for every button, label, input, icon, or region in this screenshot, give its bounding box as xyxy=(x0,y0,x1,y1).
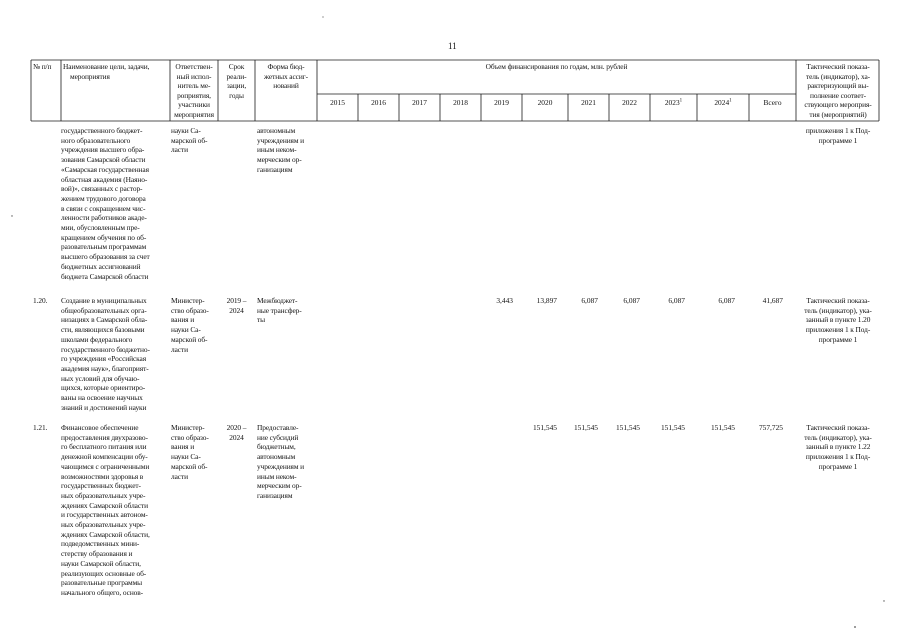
row-1-total: 41,687 xyxy=(762,296,783,305)
year-header-2022: 2022 xyxy=(622,98,637,107)
year-header-2015: 2015 xyxy=(330,98,345,107)
row-2-form: Предоставле- ние субсидий бюджетным, автономным учреждениям и иным неком- мерческим ор- ганизациям xyxy=(257,423,305,500)
year-header-2016: 2016 xyxy=(371,98,386,107)
header-col-name: Наименование цели, задачи, мероприятия xyxy=(63,62,150,81)
row-2-number: 1.21. xyxy=(33,423,48,432)
row-1-value-2024: 6,087 xyxy=(718,296,735,305)
row-2-total: 757,725 xyxy=(758,423,783,432)
row-2-term: 2020 – 2024 xyxy=(226,423,247,442)
header-col-indicator: Тактический показа- тель (индикатор), ха- рактеризующий вы- полнение соответ- ствующего мероприя- тия (мероприятий) xyxy=(804,62,872,119)
page-number: 11 xyxy=(448,41,457,51)
row-2-value-2020: 151,545 xyxy=(532,423,557,432)
row-0-form: автономным учреждениям и иным неком- мерческим ор- ганизациям xyxy=(257,126,305,174)
year-header-total: Всего xyxy=(763,98,782,107)
row-1-value-2019: 3,443 xyxy=(496,296,513,305)
row-1-term: 2019 – 2024 xyxy=(226,296,247,315)
row-2-name: Финансовое обеспечение предоставления двухразово- го бесплатного питания или денежной компенсации обу- чающимся с ограниченными возможностями здоровья в государственных бюджет- ных образовательных учре- ждениях Самарской области и государственных автоном- ных образовательных учре- ждениях Самарской области, подведомственных мини- стерству образования и науки Самарской области, реализующих основные об- разовательные программы начального общего, основ- xyxy=(61,423,150,597)
year-header-2018: 2018 xyxy=(453,98,468,107)
year-header-2019: 2019 xyxy=(494,98,509,107)
header-col-funding: Объем финансирования по годам, млн. рублей xyxy=(485,62,628,71)
row-1-number: 1.20. xyxy=(33,296,48,305)
row-1-value-2022: 6,087 xyxy=(623,296,640,305)
row-1-indicator: Тактический показа- тель (индикатор), ука- занный в пункте 1.20 приложения 1 к Под- программе 1 xyxy=(804,296,872,344)
header-col-form: Форма бюд- жетных ассиг- нований xyxy=(264,62,308,90)
row-0-responsible: науки Са- марской об- ласти xyxy=(171,126,208,155)
row-1-value-2023: 6,087 xyxy=(668,296,685,305)
row-0-name: государственного бюджет- ного образовательного учреждения высшего обра- зования Самарской области «Самарская государственная областная академия (Наяно- вой)», связанных с растор- жением трудового договора в связи с сокращением чис- ленности работников акаде- мии, обусловленным пре- кращением обучения по об- разовательным программам высшего образования за счет бюджетных ассигнований бюджета Самарской области xyxy=(61,126,150,281)
header-col-responsible: Ответствен- ный испол- нитель ме- роприятия, участники мероприятия xyxy=(174,62,214,119)
row-1-form: Межбюджет- ные трансфер- ты xyxy=(257,296,302,325)
year-header-2021: 2021 xyxy=(581,98,596,107)
row-2-indicator: Тактический показа- тель (индикатор), ука- занный в пункте 1.22 приложения 1 к Под- программе 1 xyxy=(804,423,872,471)
row-1-name: Создание в муниципальных общеобразовательных орга- низациях в Самарской обла- сти, являющихся базовыми школами федерального государственного бюджетно- го учреждения «Российская академия наук», благоприят- ных условий для обучаю- щихся, которые ориентиро- ваны на освоение научных знаний и достижений науки xyxy=(61,296,150,412)
row-1-value-2021: 6,087 xyxy=(581,296,598,305)
row-2-value-2024: 151,545 xyxy=(710,423,735,432)
row-2-value-2023: 151,545 xyxy=(660,423,685,432)
row-0-indicator: приложения 1 к Под- программе 1 xyxy=(805,126,871,145)
year-header-2023: 2023$^1$ xyxy=(664,98,683,107)
header-col-no: № п/п xyxy=(33,62,52,71)
year-header-2020: 2020 xyxy=(537,98,553,107)
row-2-responsible: Министер- ство образо- вания и науки Са- марской об- ласти xyxy=(171,423,209,481)
row-1-responsible: Министер- ство образо- вания и науки Са- марской об- ласти xyxy=(171,296,209,354)
row-1-value-2020: 13,897 xyxy=(536,296,557,305)
row-2-value-2022: 151,545 xyxy=(615,423,640,432)
year-header-2017: 2017 xyxy=(412,98,427,107)
year-header-2024: 2024$^1$ xyxy=(714,98,732,107)
header-col-term: Срок реали- зации, годы xyxy=(226,62,247,100)
row-2-value-2021: 151,545 xyxy=(573,423,598,432)
